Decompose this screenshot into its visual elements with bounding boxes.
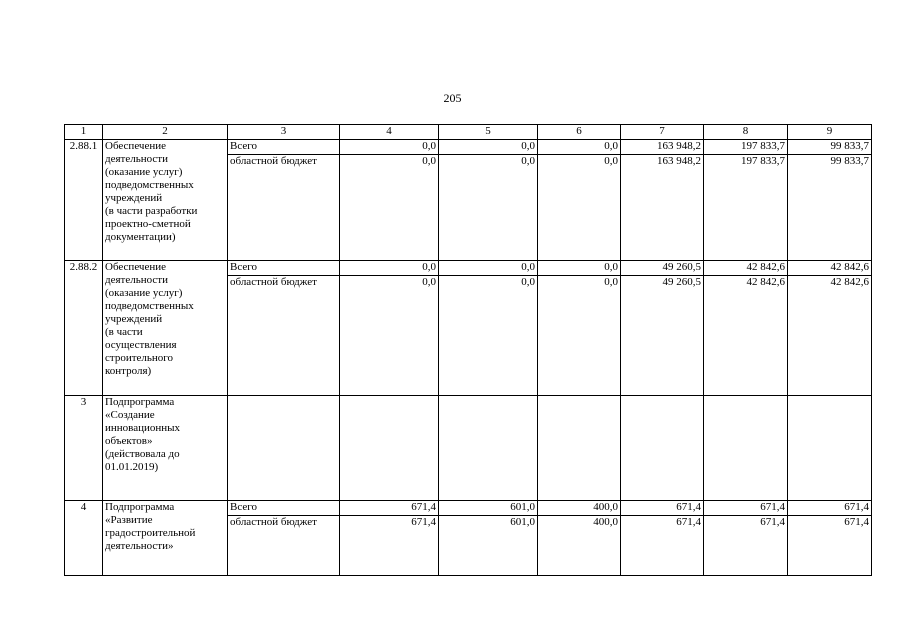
value-cell: 671,4 671,4	[704, 501, 788, 576]
row-name-line: 01.01.2019)	[105, 461, 159, 473]
row-index: 2.88.2	[65, 261, 103, 396]
value-cell: 0,0 0,0	[538, 261, 621, 396]
budget-table	[64, 124, 872, 576]
value-cell: 0,0 0,0	[439, 140, 538, 261]
value-cell: 671,4 671,4	[340, 501, 439, 576]
column-header: 3	[228, 125, 340, 140]
table-row	[65, 396, 872, 501]
source-total: Всего	[228, 501, 339, 516]
row-name-line: осуществления	[105, 339, 177, 351]
row-name-line: Обеспечение	[105, 261, 166, 273]
row-name-line: (в части	[105, 326, 143, 338]
page-number: 205	[443, 91, 462, 105]
value-cell: 99 833,7 99 833,7	[788, 140, 872, 261]
row-name-line: (в части разработки	[105, 205, 198, 217]
funding-source	[228, 501, 340, 576]
row-name-line: деятельности»	[105, 540, 174, 552]
column-header: 6	[538, 125, 621, 140]
row-index: 4	[65, 501, 103, 576]
value-cell: 0,0 0,0	[538, 140, 621, 261]
table-row	[65, 261, 872, 396]
row-index: 2.88.1	[65, 140, 103, 261]
row-name-line: учреждений	[105, 313, 163, 325]
value-cell: 0,0 0,0	[340, 140, 439, 261]
row-name-line: контроля)	[105, 365, 152, 377]
source-regional: областной бюджет	[230, 276, 317, 288]
row-name-line: деятельности	[105, 153, 168, 165]
value-cell	[788, 396, 872, 501]
value-cell: 0,0 0,0	[439, 261, 538, 396]
row-name-line: «Развитие	[105, 514, 153, 526]
row-name	[103, 140, 228, 261]
row-name-line: объектов»	[105, 435, 153, 447]
value-cell: 42 842,6 42 842,6	[788, 261, 872, 396]
row-name-line: (оказание услуг)	[105, 166, 183, 178]
value-cell: 163 948,2 163 948,2	[621, 140, 704, 261]
row-name	[103, 261, 228, 396]
value-cell	[621, 396, 704, 501]
value-cell: 601,0 601,0	[439, 501, 538, 576]
value-cell: 197 833,7 197 833,7	[704, 140, 788, 261]
row-name-line: (действовала до	[105, 448, 180, 460]
row-name-line: Подпрограмма	[105, 501, 175, 513]
column-header: 2	[103, 125, 228, 140]
row-name-line: инновационных	[105, 422, 181, 434]
row-name-line: деятельности	[105, 274, 168, 286]
row-name-line: (оказание услуг)	[105, 287, 183, 299]
column-header: 1	[65, 125, 103, 140]
row-name-line: подведомственных	[105, 179, 194, 191]
value-cell: 42 842,6 42 842,6	[704, 261, 788, 396]
row-name	[103, 501, 228, 576]
table-row	[65, 501, 872, 576]
row-name-line: «Создание	[105, 409, 155, 421]
column-header: 7	[621, 125, 704, 140]
column-header: 5	[439, 125, 538, 140]
value-cell	[704, 396, 788, 501]
value-cell: 671,4 671,4	[621, 501, 704, 576]
row-name-line: подведомственных	[105, 300, 194, 312]
funding-source	[228, 140, 340, 261]
row-name	[103, 396, 228, 501]
row-name-line: Обеспечение	[105, 140, 166, 152]
value-cell	[340, 396, 439, 501]
value-cell: 400,0 400,0	[538, 501, 621, 576]
table-header-row	[65, 125, 872, 140]
row-name-line: строительного	[105, 352, 174, 364]
row-name-line: документации)	[105, 231, 176, 243]
value-cell: 0,0 0,0	[340, 261, 439, 396]
row-name-line: градостроительной	[105, 527, 196, 539]
row-name-line: проектно-сметной	[105, 218, 191, 230]
column-header: 9	[788, 125, 872, 140]
funding-source	[228, 261, 340, 396]
source-total: Всего	[228, 140, 339, 155]
value-cell: 49 260,5 49 260,5	[621, 261, 704, 396]
source-total: Всего	[228, 261, 339, 276]
source-regional: областной бюджет	[230, 516, 317, 528]
column-header: 4	[340, 125, 439, 140]
column-header: 8	[704, 125, 788, 140]
value-cell	[439, 396, 538, 501]
row-name-line: учреждений	[105, 192, 163, 204]
row-name-line: Подпрограмма	[105, 396, 175, 408]
source-regional: областной бюджет	[230, 155, 317, 167]
value-cell: 671,4 671,4	[788, 501, 872, 576]
row-index: 3	[65, 396, 103, 501]
table-row	[65, 140, 872, 261]
funding-source	[228, 396, 340, 501]
value-cell	[538, 396, 621, 501]
